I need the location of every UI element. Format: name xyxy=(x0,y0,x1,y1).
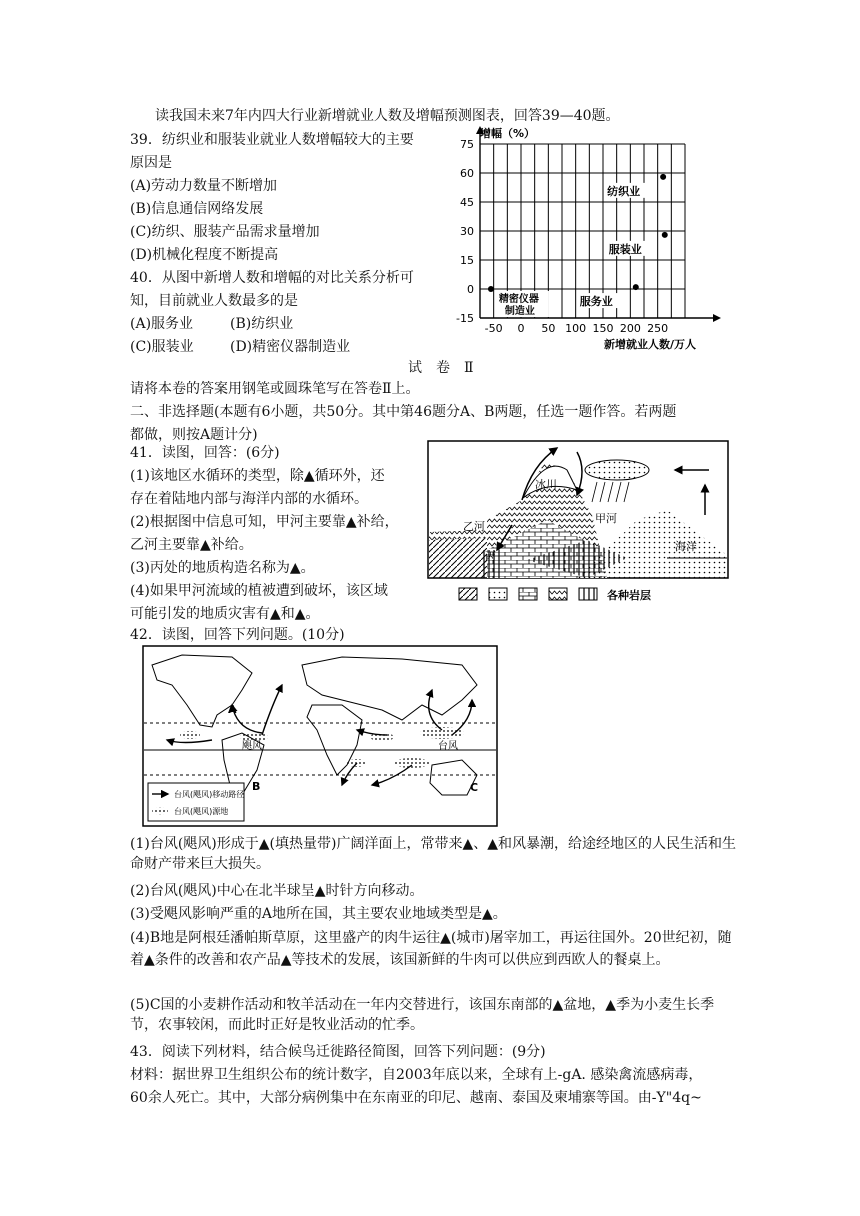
q39-stem-line2: 原因是 xyxy=(130,155,172,171)
map-legend-track: 台风(飓风)移动路径 xyxy=(174,790,245,799)
q42-part5: (5)C国的小麦耕作活动和牧羊活动在一年内交替进行，该国东南部的▲盆地，▲季为小麦生长季节，农事较闲，而此时正好是牧业活动的忙季。 xyxy=(130,997,715,1033)
q40-stem-line1: 40．从图中新增人数和增幅的对比关系分析可 xyxy=(130,270,414,286)
chart-x-axis-arrow xyxy=(713,314,721,322)
bing-label: 丙 xyxy=(485,550,496,563)
q41-line3: (2)根据图中信息可知，甲河主要靠▲补给， xyxy=(130,514,399,530)
legend-label: 各种岩层 xyxy=(607,589,651,602)
typhoon-world-map xyxy=(142,645,498,827)
chart-point-label: 制造业 xyxy=(504,306,535,317)
section-title: 试 卷 Ⅱ xyxy=(408,360,474,376)
intro-text: 读我国未来7年内四大行业新增就业人数及增幅预测图表，回答39—40题。 xyxy=(155,108,620,124)
legend-swatch-1 xyxy=(459,588,477,600)
chart-point xyxy=(662,232,668,238)
legend-swatch-4 xyxy=(549,588,567,600)
chart-x-tick-label: -50 xyxy=(484,322,503,335)
employment-scatter-chart xyxy=(440,122,730,354)
q40-stem-line2: 知，目前就业人数最多的是 xyxy=(130,293,298,309)
q40-option-a: (A)服务业 xyxy=(130,316,194,332)
water-cycle-diagram xyxy=(427,440,729,610)
chart-x-tick-label: 100 xyxy=(565,322,587,335)
q40-option-c: (C)服装业 xyxy=(130,339,194,355)
q39-option-a: (A)劳动力数量不断增加 xyxy=(130,178,278,194)
q41-line4: 乙河主要靠▲补给。 xyxy=(130,537,253,553)
chart-point-label: 精密仪器 xyxy=(498,294,539,305)
map-label-typhoon: 台风 xyxy=(438,741,458,752)
map-legend-source: 台风(飓风)源地 xyxy=(174,807,229,816)
chart-point xyxy=(488,286,494,292)
chart-y-tick-label: 75 xyxy=(460,138,474,151)
q39-option-c: (C)纺织、服装产品需求量增加 xyxy=(130,224,320,240)
map-label-hurricane: 飓风 xyxy=(242,741,262,752)
q43-stem: 43．阅读下列材料，结合候鸟迁徙路径简图，回答下列问题：(9分) xyxy=(130,1044,546,1060)
q39-option-d: (D)机械化程度不断提高 xyxy=(130,247,279,263)
q39-option-b: (B)信息通信网络发展 xyxy=(130,201,264,217)
legend-swatch-5 xyxy=(579,588,597,600)
chart-y-tick-label: 15 xyxy=(460,254,474,267)
legend-swatch-2 xyxy=(489,588,507,600)
chart-x-tick-label: 150 xyxy=(592,322,614,335)
q41-stem: 41．读图，回答：(6分) xyxy=(130,445,280,461)
section-heading-line2: 都做，则按A题计分) xyxy=(130,427,258,443)
legend-source-swatch xyxy=(152,808,168,815)
map-label-c: C xyxy=(470,781,479,794)
chart-x-tick-label: 250 xyxy=(647,322,669,335)
q42-part4: (4)B地是阿根廷潘帕斯草原，这里盛产的肉牛运往▲(城市)屠宰加工，再运往国外。20世纪初，随着▲条件的改善和农产品▲等技术的发展，该国新鲜的牛肉可以供应到西欧人的餐桌上。 xyxy=(130,930,732,968)
q43-material-line1: 材料：据世界卫生组织公布的统计数字，自2003年底以来，全球有上-gA. 感染禽流感病毒， xyxy=(130,1067,703,1083)
q41-line1: (1)该地区水循环的类型，除▲循环外，还 xyxy=(130,468,385,484)
chart-x-tick-label: 200 xyxy=(619,322,641,335)
q40-option-b: (B)纺织业 xyxy=(230,316,294,332)
chart-y-tick-label: 60 xyxy=(460,167,474,180)
glacier-label: 冰川 xyxy=(535,478,557,491)
chart-y-tick-label: 30 xyxy=(460,225,474,238)
chart-y-axis-label: 增幅（%） xyxy=(480,127,536,140)
q42-part3: (3)受飓风影响严重的A地所在国，其主要农业地域类型是▲。 xyxy=(130,906,507,922)
chart-point-label: 服装业 xyxy=(608,242,642,256)
q42-part1: (1)台风(飓风)形成于▲(填热量带)广阔洋面上，常带来▲、▲和风暴潮，给途经地区的人民生活和生命财产带来巨大损失。 xyxy=(130,836,736,872)
chart-x-axis-label: 新增就业人数/万人 xyxy=(604,338,697,351)
section-instruction: 请将本卷的答案用钢笔或圆珠笔写在答卷Ⅱ上。 xyxy=(130,381,420,397)
q42-part2: (2)台风(飓风)中心在北半球呈▲时针方向移动。 xyxy=(130,883,424,899)
chart-point xyxy=(660,174,666,180)
chart-y-tick-label: 0 xyxy=(467,283,474,296)
map-label-a: A xyxy=(228,703,237,716)
rock-layer-left xyxy=(429,538,487,578)
chart-y-tick-label: -15 xyxy=(456,312,474,325)
ocean-label: 海洋 xyxy=(675,540,697,553)
legend-swatch-3 xyxy=(519,588,537,600)
q43-material-line2: 60余人死亡。其中，大部分病例集中在东南亚的印尼、越南、泰国及柬埔寨等国。由-Y"4q~ xyxy=(130,1090,702,1106)
q41-line7: 可能引发的地质灾害有▲和▲。 xyxy=(130,606,320,622)
river-jia-label: 甲河 xyxy=(595,512,617,525)
river-yi-label: 乙河 xyxy=(463,520,485,533)
chart-point-label: 服务业 xyxy=(579,295,613,309)
map-label-b: B xyxy=(252,780,261,793)
q41-line6: (4)如果甲河流域的植被遭到破坏，该区域 xyxy=(130,583,388,599)
section-heading-line1: 二、非选择题(本题有6小题，共50分。其中第46题分A、B两题，任选一题作答。若两题 xyxy=(130,404,677,420)
q41-line2: 存在着陆地内部与海洋内部的水循环。 xyxy=(130,491,368,507)
q41-line5: (3)丙处的地质构造名称为▲。 xyxy=(130,560,315,576)
chart-x-tick-label: 50 xyxy=(541,322,556,335)
cloud xyxy=(585,460,649,480)
chart-x-tick-label: 0 xyxy=(517,322,525,335)
q40-option-d: (D)精密仪器制造业 xyxy=(230,339,351,355)
chart-y-tick-label: 45 xyxy=(460,196,474,209)
q42-stem: 42．读图，回答下列问题。(10分) xyxy=(130,627,345,643)
chart-point xyxy=(633,284,639,290)
chart-point-label: 纺织业 xyxy=(607,184,641,198)
q39-stem-line1: 39．纺织业和服装业就业人数增幅较大的主要 xyxy=(130,132,414,148)
